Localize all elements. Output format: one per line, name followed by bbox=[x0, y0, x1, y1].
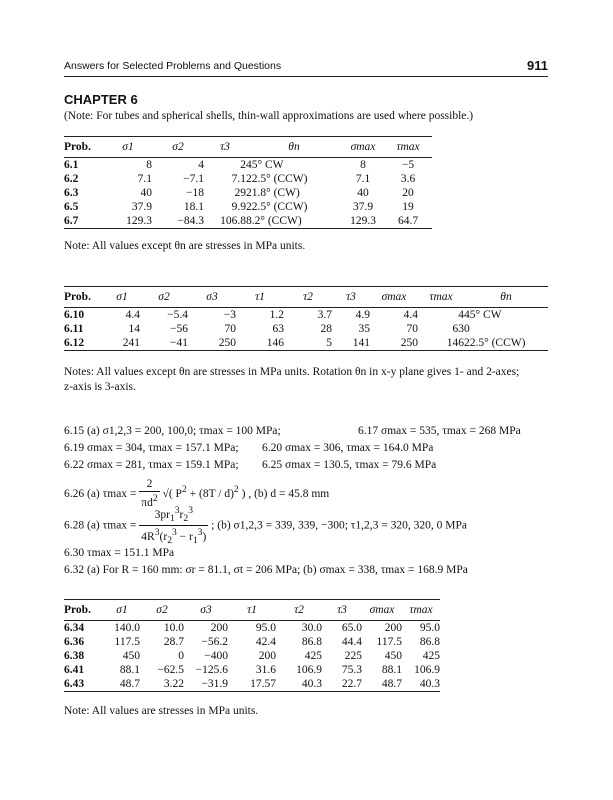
column-header: σ1 bbox=[116, 604, 128, 616]
value-cell: −3 bbox=[223, 309, 236, 321]
column-header: σ2 bbox=[158, 291, 170, 303]
table-row bbox=[64, 186, 432, 200]
value-cell: 225 bbox=[344, 650, 362, 662]
column-header: τ1 bbox=[255, 291, 265, 303]
problem-number-cell: 6.1 bbox=[64, 159, 79, 171]
value-cell: 70 bbox=[406, 323, 418, 335]
value-cell: 31.6 bbox=[255, 664, 276, 676]
value-cell: 48.7 bbox=[119, 678, 140, 690]
value-cell: −5.4 bbox=[167, 309, 188, 321]
value-cell: 22.5° (CCW) bbox=[246, 173, 308, 185]
problem-6-30: 6.30 τmax = 151.1 MPa bbox=[64, 547, 175, 559]
value-cell: 117.5 bbox=[376, 636, 402, 648]
answers-table-1 bbox=[64, 136, 432, 229]
value-cell: 4 bbox=[458, 309, 464, 321]
problem-6-17: 6.17 σmax = 535, τmax = 268 MPa bbox=[358, 425, 521, 437]
column-header: Prob. bbox=[64, 141, 91, 153]
value-cell: 2 bbox=[240, 159, 246, 171]
column-header: τ3 bbox=[220, 141, 230, 153]
column-header: τmax bbox=[429, 291, 453, 303]
sqrt-expression: √( $P^2 + (8T / d)^2$ ) bbox=[162, 484, 246, 500]
value-cell: 40.3 bbox=[301, 678, 322, 690]
problem-number-cell: 6.11 bbox=[64, 323, 84, 335]
table1-note: Note: All values except θn are stresses in MPa units. bbox=[64, 240, 306, 252]
column-header: σ2 bbox=[156, 604, 168, 616]
value-cell: −84.3 bbox=[177, 215, 204, 227]
table-row bbox=[64, 322, 548, 336]
value-cell: 4 bbox=[198, 159, 204, 171]
value-cell: −7.1 bbox=[183, 173, 204, 185]
value-cell: 29 bbox=[234, 187, 246, 199]
problem-6-25: 6.25 σmax = 130.5, τmax = 79.6 MPa bbox=[262, 459, 437, 471]
problem-number-cell: 6.36 bbox=[64, 636, 85, 648]
answers-table-2 bbox=[64, 286, 548, 351]
value-cell: 200 bbox=[258, 650, 276, 662]
value-cell: 37.9 bbox=[352, 201, 374, 213]
value-cell: 129.3 bbox=[126, 215, 152, 227]
value-cell: 9.9 bbox=[231, 201, 246, 213]
answers-table-3 bbox=[64, 599, 440, 692]
column-header: σ1 bbox=[116, 291, 128, 303]
table-row bbox=[64, 214, 432, 229]
value-cell: 146 bbox=[446, 337, 464, 349]
value-cell: 88.1 bbox=[119, 664, 140, 676]
value-cell: 22.5° (CCW) bbox=[464, 337, 526, 349]
problem-number-cell: 6.2 bbox=[64, 173, 79, 185]
value-cell: 0 bbox=[464, 323, 470, 335]
value-cell: 3.6 bbox=[400, 173, 416, 185]
value-cell: 106.8 bbox=[220, 215, 246, 227]
value-cell: −18 bbox=[186, 187, 204, 199]
table-row bbox=[64, 158, 432, 173]
problem-6-28-label: 6.28 (a) τmax = bbox=[64, 519, 137, 532]
value-cell: 241 bbox=[122, 337, 140, 349]
value-cell: 140.0 bbox=[114, 622, 140, 634]
problem-6-26-label: 6.26 (a) τmax = bbox=[64, 487, 137, 500]
column-header: τ2 bbox=[303, 291, 313, 303]
value-cell: 21.8° (CW) bbox=[246, 187, 300, 199]
table-row bbox=[64, 663, 440, 677]
column-header: Prob. bbox=[64, 291, 91, 303]
value-cell: −400 bbox=[204, 650, 228, 662]
table-row bbox=[64, 336, 548, 351]
value-cell: −62.5 bbox=[157, 664, 184, 676]
table2-note-line2: z-axis is 3-axis. bbox=[64, 381, 136, 393]
table-header-row bbox=[64, 137, 432, 158]
problem-6-15: 6.15 (a) σ1,2,3 = 200, 100,0; τmax = 100 MPa; bbox=[64, 425, 281, 437]
value-cell: 7.1 bbox=[137, 173, 152, 185]
column-header: θn bbox=[500, 291, 512, 303]
value-cell: 40 bbox=[140, 187, 152, 199]
value-cell: 14 bbox=[128, 323, 140, 335]
table-header-row bbox=[64, 600, 440, 621]
value-cell: 4.4 bbox=[403, 309, 418, 321]
value-cell: 28 bbox=[320, 323, 332, 335]
column-header: σ3 bbox=[206, 291, 218, 303]
problem-number-cell: 6.41 bbox=[64, 664, 85, 676]
value-cell: 117.5 bbox=[114, 636, 140, 648]
table-row bbox=[64, 200, 432, 214]
value-cell: 86.8 bbox=[419, 636, 440, 648]
value-cell: 7.1 bbox=[355, 173, 371, 185]
value-cell: 5 bbox=[326, 337, 332, 349]
value-cell: 8 bbox=[146, 159, 152, 171]
value-cell: 4.4 bbox=[125, 309, 140, 321]
column-header: θn bbox=[288, 141, 300, 153]
value-cell: 64.7 bbox=[397, 215, 419, 227]
problem-number-cell: 6.5 bbox=[64, 201, 79, 213]
column-header: τmax bbox=[396, 141, 420, 153]
problem-number-cell: 6.3 bbox=[64, 187, 79, 199]
value-cell: 18.1 bbox=[183, 201, 204, 213]
header-title: Answers for Selected Problems and Questions bbox=[64, 60, 282, 72]
value-cell: 19 bbox=[402, 201, 414, 213]
problem-number-cell: 6.7 bbox=[64, 215, 79, 227]
problem-6-28-result: ; (b) σ1,2,3 = 339, 339, −300; τ1,2,3 = 320, 320, 0 MPa bbox=[211, 519, 467, 532]
column-header: σ1 bbox=[122, 141, 134, 153]
column-header: Prob. bbox=[64, 604, 91, 616]
value-cell: 0 bbox=[178, 650, 184, 662]
value-cell: 65.0 bbox=[341, 622, 362, 634]
value-cell: 44.4 bbox=[341, 636, 362, 648]
formula-6-26: $\frac{2}{\pi d^2}$ bbox=[141, 478, 158, 510]
column-header: τ3 bbox=[346, 291, 356, 303]
column-header: σmax bbox=[381, 291, 407, 303]
column-header: τmax bbox=[409, 604, 433, 616]
value-cell: 75.3 bbox=[341, 664, 362, 676]
value-cell: 106.9 bbox=[414, 664, 440, 676]
value-cell: 30.0 bbox=[301, 622, 322, 634]
value-cell: 3.22 bbox=[163, 678, 184, 690]
value-cell: 35 bbox=[358, 323, 370, 335]
value-cell: 200 bbox=[210, 622, 228, 634]
value-cell: −56 bbox=[170, 323, 188, 335]
value-cell: −125.6 bbox=[195, 664, 228, 676]
value-cell: 22.7 bbox=[341, 678, 362, 690]
problem-6-19: 6.19 σmax = 304, τmax = 157.1 MPa; bbox=[64, 442, 239, 454]
chapter-heading: CHAPTER 6 bbox=[64, 92, 138, 107]
value-cell: −56.2 bbox=[201, 636, 228, 648]
value-cell: 425 bbox=[422, 650, 440, 662]
column-header: σmax bbox=[350, 141, 376, 153]
table-row bbox=[64, 635, 440, 649]
column-header: σ2 bbox=[172, 141, 184, 153]
value-cell: 37.9 bbox=[131, 201, 152, 213]
value-cell: 42.4 bbox=[255, 636, 276, 648]
value-cell: 250 bbox=[218, 337, 236, 349]
value-cell: 146 bbox=[266, 337, 284, 349]
column-header: σmax bbox=[369, 604, 395, 616]
table-row bbox=[64, 621, 440, 636]
value-cell: 86.8 bbox=[301, 636, 322, 648]
value-cell: −5 bbox=[401, 159, 415, 171]
value-cell: 106.9 bbox=[296, 664, 322, 676]
value-cell: 425 bbox=[304, 650, 322, 662]
value-cell: 63 bbox=[272, 323, 284, 335]
value-cell: 95.0 bbox=[255, 622, 276, 634]
problem-6-22: 6.22 σmax = 281, τmax = 159.1 MPa; bbox=[64, 459, 239, 471]
value-cell: 40.3 bbox=[419, 678, 440, 690]
value-cell: 141 bbox=[352, 337, 370, 349]
table3-note: Note: All values are stresses in MPa units. bbox=[64, 705, 259, 717]
value-cell: 8.2° (CCW) bbox=[246, 215, 302, 227]
problem-number-cell: 6.43 bbox=[64, 678, 85, 690]
value-cell: 70 bbox=[224, 323, 236, 335]
value-cell: 10.0 bbox=[163, 622, 184, 634]
column-header: τ2 bbox=[294, 604, 304, 616]
value-cell: 8 bbox=[360, 159, 366, 171]
value-cell: 250 bbox=[400, 337, 418, 349]
problem-6-28 bbox=[64, 504, 467, 547]
value-cell: 45° CW bbox=[246, 159, 284, 171]
value-cell: 95.0 bbox=[419, 622, 440, 634]
value-cell: 1.2 bbox=[269, 309, 284, 321]
value-cell: −41 bbox=[170, 337, 188, 349]
table-header-row bbox=[64, 287, 548, 308]
table2-note-line1: Notes: All values except θn are stresses in MPa units. Rotation θn in x-y plane gives 1- and 2-axes; bbox=[64, 366, 520, 378]
table-row bbox=[64, 172, 432, 186]
value-cell: −31.9 bbox=[201, 678, 228, 690]
table-row bbox=[64, 649, 440, 663]
formula-6-28: $\frac{3pr_1^3r_2^3}{4R^3(r_2^3 - r_1^3)}$ bbox=[141, 505, 207, 547]
value-cell: 22.5° (CCW) bbox=[246, 201, 308, 213]
value-cell: 7.1 bbox=[231, 173, 246, 185]
problem-6-20: 6.20 σmax = 306, τmax = 164.0 MPa bbox=[262, 442, 434, 454]
value-cell: 63 bbox=[452, 323, 464, 335]
value-cell: 129.3 bbox=[350, 215, 376, 227]
value-cell: 40 bbox=[357, 187, 369, 199]
intro-note: (Note: For tubes and spherical shells, thin-wall approximations are used where possible.) bbox=[64, 110, 474, 122]
value-cell: 17.57 bbox=[250, 678, 276, 690]
value-cell: 3.7 bbox=[317, 309, 332, 321]
column-header: σ3 bbox=[200, 604, 212, 616]
problem-number-cell: 6.38 bbox=[64, 650, 85, 662]
value-cell: 48.7 bbox=[381, 678, 402, 690]
value-cell: 450 bbox=[122, 650, 140, 662]
running-header bbox=[64, 58, 548, 77]
problem-6-26-result: , (b) d = 45.8 mm bbox=[248, 487, 330, 500]
value-cell: 200 bbox=[384, 622, 402, 634]
column-header: τ1 bbox=[247, 604, 257, 616]
value-cell: 88.1 bbox=[381, 664, 402, 676]
value-cell: 45° CW bbox=[464, 309, 502, 321]
table-row bbox=[64, 308, 548, 323]
value-cell: 20 bbox=[402, 187, 414, 199]
problem-number-cell: 6.34 bbox=[64, 622, 85, 634]
problem-number-cell: 6.10 bbox=[64, 309, 85, 321]
column-header: τ3 bbox=[337, 604, 347, 616]
problem-6-32: 6.32 (a) For R = 160 mm: σr = 81.1, σt = 206 MPa; (b) σmax = 338, τmax = 168.9 MPa bbox=[64, 564, 468, 576]
value-cell: 28.7 bbox=[163, 636, 184, 648]
page-number: 911 bbox=[527, 58, 548, 73]
problem-number-cell: 6.12 bbox=[64, 337, 85, 349]
table-row bbox=[64, 677, 440, 692]
value-cell: 4.9 bbox=[355, 309, 370, 321]
value-cell: 450 bbox=[384, 650, 402, 662]
